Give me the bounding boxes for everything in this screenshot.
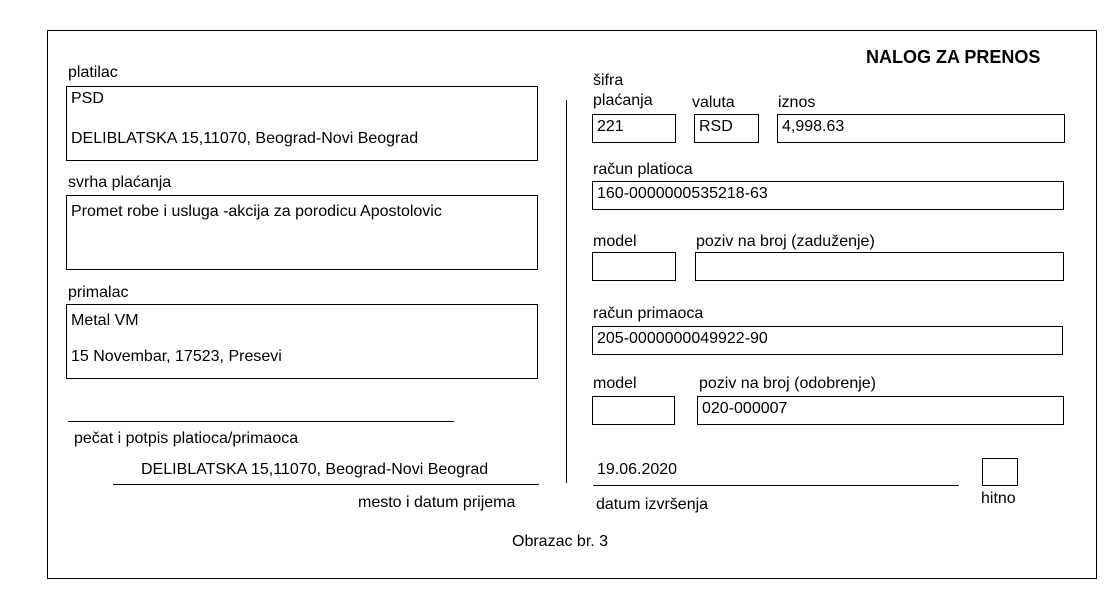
place-date-label: mesto i datum prijema (358, 494, 516, 511)
signature-line (68, 421, 454, 422)
payer-address: DELIBLATSKA 15,11070, Beograd-Novi Beograd (71, 130, 419, 147)
model-field-debit[interactable] (592, 252, 676, 281)
amount-field[interactable] (777, 114, 1065, 143)
form-title: NALOG ZA PRENOS (866, 47, 1041, 67)
execution-date-line (593, 485, 959, 486)
amount-value: 4,998.63 (782, 118, 845, 135)
reference-field-debit[interactable] (695, 252, 1064, 281)
recipient-account-value: 205-0000000049922-90 (597, 330, 768, 347)
payer-field[interactable] (66, 86, 538, 161)
reference-field-credit[interactable] (697, 396, 1064, 425)
execution-date-label: datum izvršenja (596, 496, 709, 513)
payment-code-label-line1: šifra (593, 72, 624, 89)
purpose-label: svrha plaćanja (68, 174, 172, 191)
place-date-line (113, 484, 539, 485)
currency-value: RSD (699, 118, 733, 135)
form-number: Obrazac br. 3 (512, 533, 609, 550)
urgent-label: hitno (981, 490, 1016, 507)
purpose-field[interactable] (66, 195, 538, 270)
recipient-address: 15 Novembar, 17523, Presevi (71, 348, 282, 365)
amount-label: iznos (778, 94, 816, 111)
model-field-credit[interactable] (592, 396, 675, 425)
payer-name: PSD (71, 90, 104, 107)
column-divider (566, 100, 567, 483)
recipient-account-label: račun primaoca (593, 305, 704, 322)
recipient-account-field[interactable] (592, 326, 1063, 355)
reference-value-credit: 020-000007 (702, 400, 788, 417)
recipient-label: primalac (68, 284, 129, 301)
model-label-debit: model (593, 233, 637, 250)
reference-label-credit: poziv na broj (odobrenje) (699, 375, 876, 392)
signature-label: pečat i potpis platioca/primaoca (74, 430, 299, 447)
urgent-checkbox[interactable] (982, 458, 1018, 486)
model-label-credit: model (593, 375, 637, 392)
execution-date-value: 19.06.2020 (597, 461, 678, 478)
place-value: DELIBLATSKA 15,11070, Beograd-Novi Beograd (141, 461, 489, 478)
payer-account-value: 160-0000000535218-63 (597, 185, 768, 202)
payment-code-label-line2: plaćanja (593, 92, 653, 109)
payer-account-field[interactable] (592, 181, 1064, 210)
reference-label-debit: poziv na broj (zaduženje) (696, 233, 875, 250)
payment-code-value: 221 (597, 118, 624, 135)
payer-label: platilac (68, 64, 118, 81)
payment-code-field[interactable] (592, 114, 676, 143)
recipient-field[interactable] (66, 304, 538, 379)
payer-account-label: račun platioca (593, 161, 693, 178)
recipient-name: Metal VM (71, 312, 139, 329)
currency-label: valuta (692, 94, 735, 111)
purpose-value: Promet robe i usluga -akcija za porodicu Apostolovic (71, 203, 442, 220)
currency-field[interactable] (694, 114, 759, 143)
